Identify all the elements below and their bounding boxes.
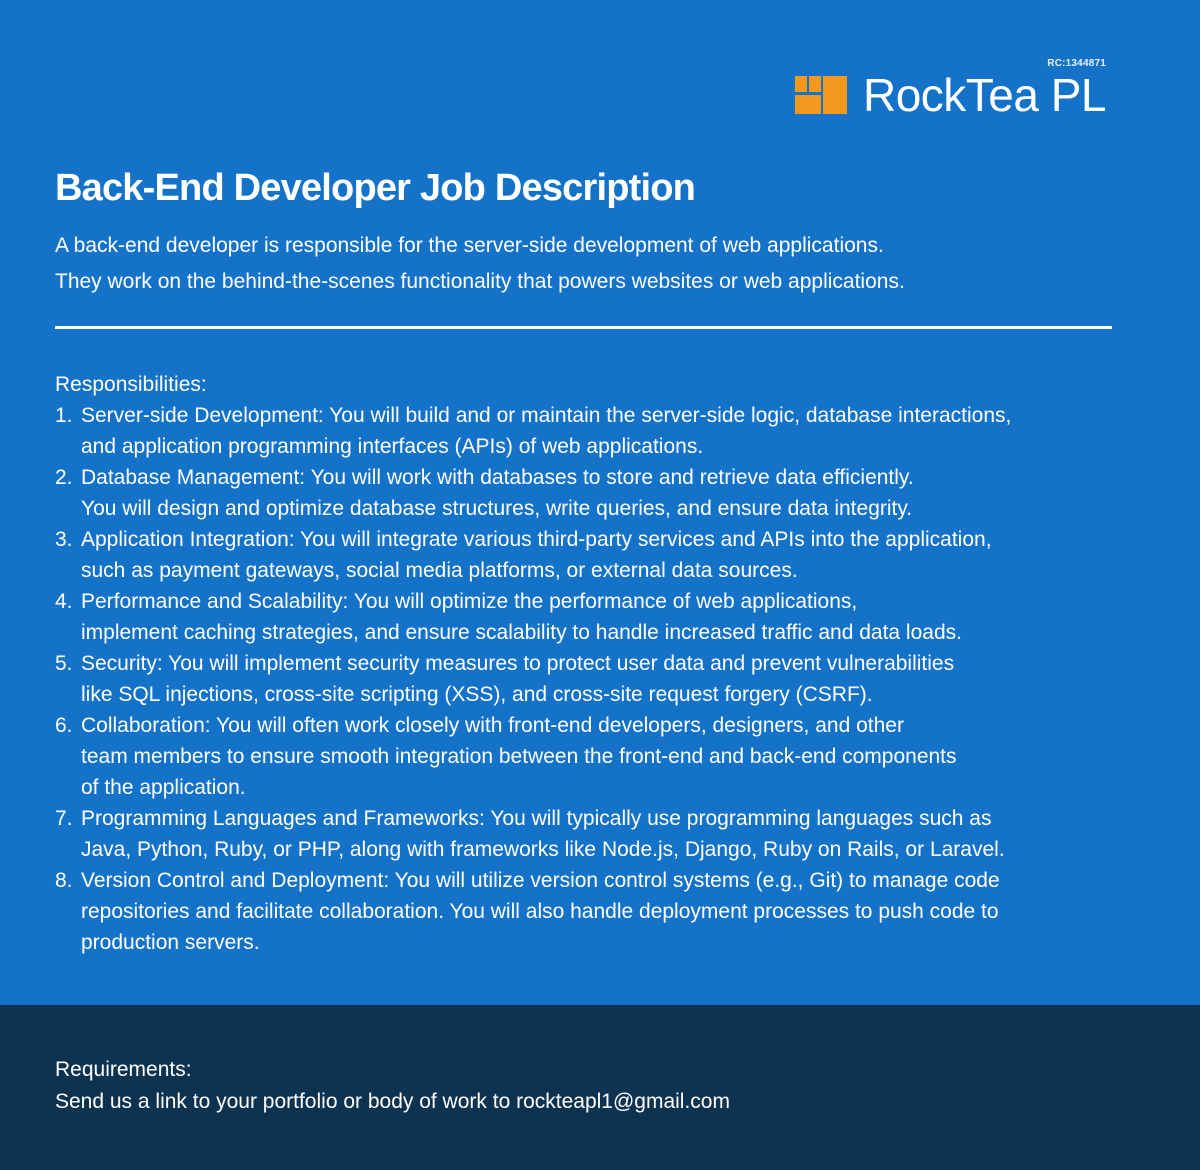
logo-row [795,69,1106,121]
item-line: repositories and facilitate collaboration. You will also handle deployment processes to push code to [81,900,999,923]
item-line: implement caching strategies, and ensure scalability to handle increased traffic and data loads. [81,621,962,644]
item-line: Server-side Development: You will build and or maintain the server-side logic, database interactions, [81,404,1012,427]
item-line: Performance and Scalability: You will optimize the performance of web applications, [81,590,858,613]
item-line: and application programming interfaces (APIs) of web applications. [81,435,704,458]
item-number: 7. [55,807,73,830]
list-item [55,400,1145,462]
requirements-heading: Requirements: [55,1058,192,1081]
item-number: 8. [55,869,73,892]
item-number: 4. [55,590,73,613]
item-number: 5. [55,652,73,675]
item-line: team members to ensure smooth integration between the front-end and back-end components [81,745,957,768]
responsibilities-heading: Responsibilities: [55,373,207,396]
item-line: Programming Languages and Frameworks: You will typically use programming languages such as [81,807,992,830]
requirements-section [55,1054,730,1118]
item-number: 1. [55,404,73,427]
brand-name: RockTea PL [862,69,1106,121]
responsibilities-section [55,369,1145,958]
intro-paragraph [55,228,1135,300]
registration-number: RC:1344871 [1047,58,1106,69]
intro-line: A back-end developer is responsible for the server-side development of web applications. [55,234,884,257]
orange-squares-logo-icon [795,76,847,114]
item-line: Application Integration: You will integrate various third-party services and APIs into the application, [81,528,992,551]
list-item [55,865,1145,958]
item-number: 3. [55,528,73,551]
requirements-text: Send us a link to your portfolio or body of work to rockteapl1@gmail.com [55,1090,730,1113]
item-line: Database Management: You will work with databases to store and retrieve data efficiently. [81,466,914,489]
list-item [55,462,1145,524]
item-line: of the application. [81,776,246,799]
list-item [55,648,1145,710]
intro-line: They work on the behind-the-scenes functionality that powers websites or web applications. [55,270,905,293]
divider [55,326,1112,329]
brand-logo [766,58,1106,121]
list-item [55,803,1145,865]
list-item [55,524,1145,586]
list-item [55,586,1145,648]
item-line: Collaboration: You will often work closely with front-end developers, designers, and other [81,714,904,737]
page-title: Back-End Developer Job Description [55,167,696,209]
item-line: Version Control and Deployment: You will utilize version control systems (e.g., Git) to manage code [81,869,1000,892]
item-line: production servers. [81,931,260,954]
item-line: such as payment gateways, social media platforms, or external data sources. [81,559,798,582]
item-line: You will design and optimize database structures, write queries, and ensure data integrity. [81,497,913,520]
item-line: like SQL injections, cross-site scripting (XSS), and cross-site request forgery (CSRF). [81,683,873,706]
item-number: 6. [55,714,73,737]
item-line: Security: You will implement security measures to protect user data and prevent vulnerabilities [81,652,955,675]
item-line: Java, Python, Ruby, or PHP, along with frameworks like Node.js, Django, Ruby on Rails, or Laravel. [81,838,1005,861]
item-number: 2. [55,466,73,489]
list-item [55,710,1145,803]
